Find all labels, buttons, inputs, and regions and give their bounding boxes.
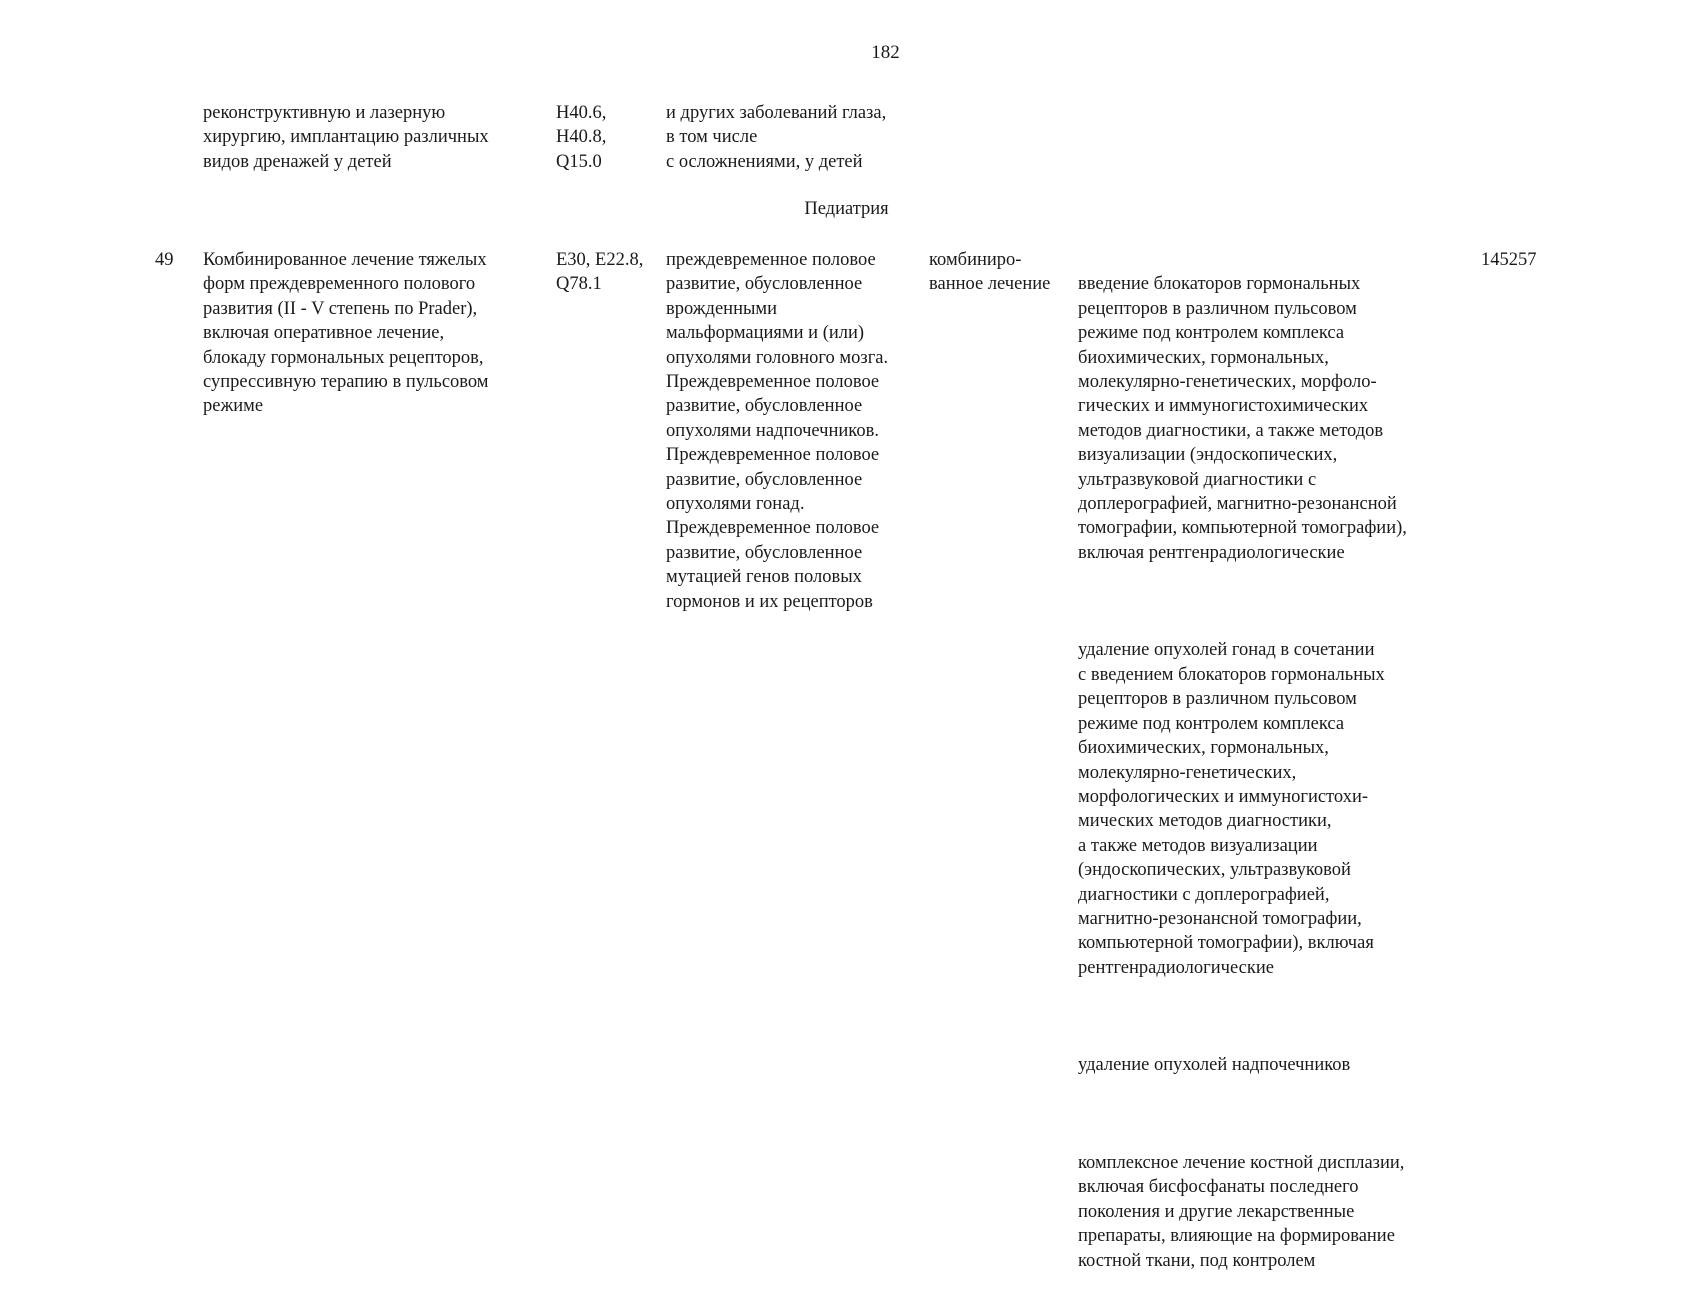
method-item: введение блокаторов гормональных рецепторов в различном пульсовом режиме под контролем комплекса биохимических, гормональных, молекулярно-генетических, морфоло- гических и иммуногистохимических методов диагностики, а также методов визуализации (эндоскопических, ультразвуковой диагностики с доплерографией, магнитно-резонансной томографии, компьютерной томографии), включая рентгенрадиологические [1078, 274, 1407, 563]
page-number: 182 [871, 42, 900, 63]
continued-row-codes: H40.6, H40.8, Q15.0 [556, 103, 607, 172]
row-model: преждевременное половое развитие, обусловленное врожденными мальформациями и (или) опухолями головного мозга. Преждевременное половое развитие, обусловленное опухолями надпочечников. Преждевременное половое развитие, обусловленное опухолями гонад. Преждевременное половое развитие, обусловленное мутацией генов половых гормонов и их рецепторов [666, 250, 889, 612]
row-name: Комбинированное лечение тяжелых форм преждевременного полового развития (II - V степень по Prader), включая оперативное лечение, блокаду гормональных рецепторов, супрессивную терапию в пульсовом режиме [203, 250, 489, 417]
method-item: удаление опухолей гонад в сочетании с введением блокаторов гормональных рецепторов в различном пульсовом режиме под контролем комплекса биохимических, гормональных, молекулярно-генетических, морфологических и иммуногистохи- мических методов диагностики, а также методов визуализации (эндоскопических, ультразвуковой диагностики с доплерографией, магнитно-резонансной томографии, компьютерной томографии), включая рентгенрадиологические [1078, 640, 1385, 978]
row-cost: 145257 [1481, 250, 1537, 270]
method-item: комплексное лечение костной дисплазии, включая бисфосфанаты последнего поколения и другие лекарственные препараты, влияющие на формирование костной ткани, под контролем [1078, 1152, 1405, 1271]
row-methods [1078, 248, 1478, 1297]
section-title: Педиатрия [804, 199, 889, 219]
row-codes: E30, E22.8, Q78.1 [556, 250, 644, 295]
continued-row-name: реконструктивную и лазерную хирургию, имплантацию различных видов дренажей у детей [203, 103, 489, 172]
continued-row-model: и других заболеваний глаза, в том числе с осложнениями, у детей [666, 103, 887, 172]
method-item: удаление опухолей надпочечников [1078, 1055, 1351, 1076]
row-number: 49 [155, 250, 174, 270]
row-treatment-type: комбиниро- ванное лечение [929, 250, 1051, 295]
